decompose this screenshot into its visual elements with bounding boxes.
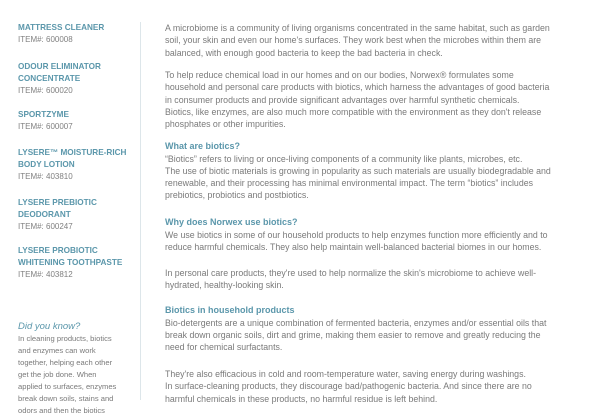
text-line: balanced, with enough good bacteria to keep the bad bacteria in check. [165,47,443,58]
product-name: DEODORANT [18,210,71,219]
product-name: WHITENING TOOTHPASTE [18,258,123,267]
product-name: LYSERE PROBIOTIC [18,246,98,255]
product-name: SPORTZYME [18,110,69,119]
text-line: hydrated, healthy-looking skin. [165,280,284,291]
did-you-know-title: Did you know? [18,321,81,332]
did-you-know-box [18,320,136,417]
personal-care-paragraph [165,267,595,292]
text-line: phosphates or other impurities. [165,119,286,130]
household-products-section [165,304,595,353]
text-line: Bio-detergents are a unique combination of fermented bacteria, enzymes and/or essential oils that [165,317,547,328]
text-line: In surface-cleaning products, they discourage bad/pathogenic bacteria. And since there are no [165,381,532,392]
text-line: To help reduce chemical load in our homes and on our bodies, Norwex® formulates some [165,70,514,80]
text-line: “Biotics” refers to living or once-living components of a community like plants, microbes, etc. [165,153,523,164]
text-line: prebiotics, probiotics and postbiotics. [165,190,309,201]
text-line: harmful chemicals in these products, no harmful residue is left behind. [165,393,438,404]
product-name: BODY LOTION [18,160,75,169]
text-line: soil, your skin and even our home's surfaces. They work best when the microbes within them are [165,35,542,46]
did-you-know-line: and enzymes can work [18,346,96,355]
product-name: CONCENTRATE [18,74,81,83]
did-you-know-line: In cleaning products, biotics [18,334,112,343]
intro-paragraph [165,22,595,59]
product-name: LYSERE PREBIOTIC [18,198,97,207]
product-item-number: ITEM#: 403810 [18,172,73,181]
text-line: They're also efficacious in cold and room-temperature water, saving energy during washings. [165,369,526,379]
product-item-number: ITEM#: 600008 [18,35,73,44]
did-you-know-line: get the job done. When [18,370,97,379]
text-line: need for chemical surfactants. [165,342,283,353]
product-name: MATTRESS CLEANER [18,23,105,32]
product-item-number: ITEM#: 600020 [18,86,73,95]
text-line: The use of biotic materials is growing in popularity as such materials are usually biodegradable and [165,165,551,176]
text-line: In personal care products, they're used to help normalize the skin's microbiome to achieve well- [165,268,537,278]
text-line: reduce harmful chemicals. They also help maintain well-balanced bacterial biomes in our homes. [165,241,542,252]
what-are-biotics-section [165,140,595,202]
column-divider [140,22,141,400]
product-item-number: ITEM#: 600007 [18,122,73,131]
product-lysere-toothpaste [18,245,143,281]
did-you-know-line: break down soils, stains and [18,394,114,403]
product-odour-eliminator [18,61,143,97]
text-line: break down organic soils, dirt and grime, making them easier to remove and greatly reducing the [165,329,541,340]
product-mattress-cleaner [18,22,143,46]
section-heading: Biotics in household products [165,305,295,315]
did-you-know-line: together, helping each other [18,358,113,367]
efficacy-paragraph [165,368,595,405]
product-sportzyme [18,109,143,133]
product-lysere-body-lotion [18,147,143,183]
product-name: ODOUR ELIMINATOR [18,62,101,71]
norwex-paragraph [165,69,595,130]
section-heading: Why does Norwex use biotics? [165,217,298,227]
product-lysere-deodorant [18,197,143,233]
did-you-know-line: applied to surfaces, enzymes [18,382,117,391]
text-line: household and personal care products with biotics, which harness the advantages of good bacteria [165,82,550,93]
product-item-number: ITEM#: 403812 [18,270,73,279]
text-line: in consumer products and provide significant advantages over harmful synthetic chemicals. [165,94,520,105]
text-line: We use biotics in some of our household products to help enzymes function more efficiently and to [165,229,548,240]
product-item-number: ITEM#: 600247 [18,222,73,231]
text-line: renewable, and their processing has minimal environmental impact. The term “biotics” includes [165,178,534,189]
did-you-know-line: odors and then the biotics [18,406,105,415]
text-line: Biotics, like enzymes, are also much more compatible with the environment as they don't release [165,106,542,117]
text-line: A microbiome is a community of living organisms concentrated in the same habitat, such as garden [165,23,550,33]
section-heading: What are biotics? [165,141,241,151]
product-name: LYSERE™ MOISTURE-RICH [18,148,127,157]
why-norwex-section [165,216,595,253]
